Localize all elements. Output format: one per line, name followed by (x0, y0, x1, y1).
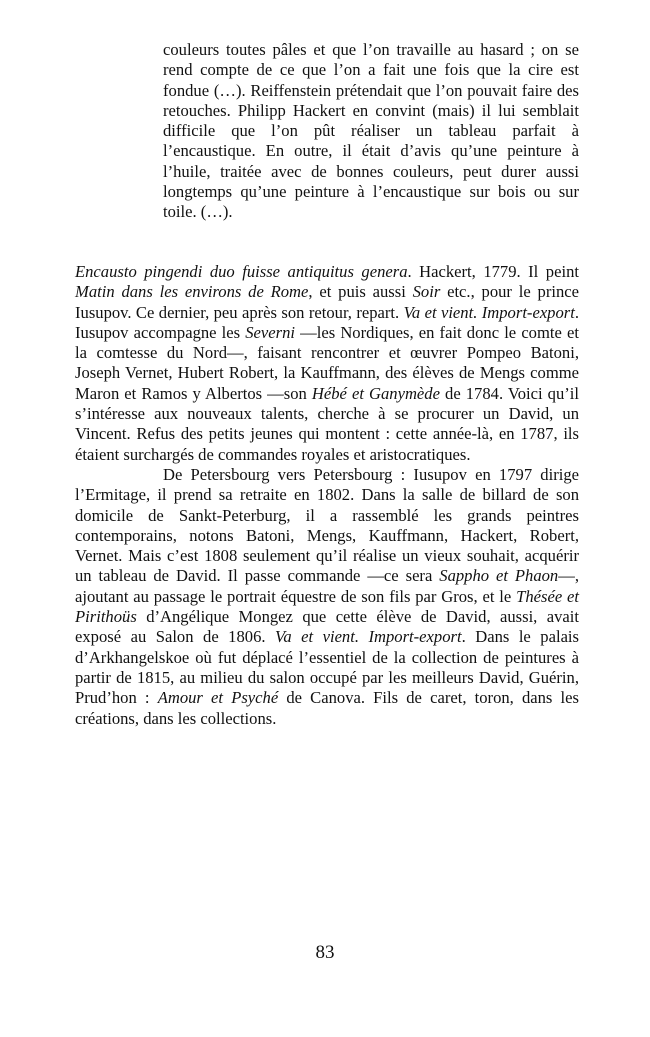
italic-title: Sappho et Phaon (439, 566, 559, 586)
text-run: —, ajoutant au passage le portrait équestre de son fils par Gros, et le (75, 566, 579, 606)
italic-title: Hébé et Ganymède (311, 383, 440, 403)
text-run: etc., pour le prince Iusupov. Ce dernier, peu après son retour, repart. (75, 282, 579, 322)
text-run: de 1784. Voici qu’il s’intéresse aux nouveaux talents, cherche à se procurer un David, un Vincent. Refus des petits jeunes qui montent : cette année-là, en 1787, ils étaient surchargés de commandes royales et aristocratiques. (75, 383, 579, 464)
block-quote (163, 40, 579, 223)
body-text (75, 262, 579, 729)
italic-title: Encausto pingendi duo fuisse antiquitus genera (75, 262, 408, 281)
text-run: —les Nordiques, en fait donc le comte et la comtesse du Nord—, faisant rencontrer et œuvrer Pompeo Batoni, Joseph Vernet, Hubert Robert, la Kauffmann, des élèves de Mengs comme Maron et Ramos y Albertos —son (75, 322, 579, 403)
italic-phrase: Va et vient. Import-export (275, 627, 462, 647)
text-run: . Dans le palais d’Arkhangelskoe où fut déplacé l’essentiel de la collection de peintures à partir de 1815, au milieu du salon occupé par les meilleurs David, Guérin, Prud’hon : (75, 627, 579, 708)
italic-phrase: Va et vient. Import-export (403, 302, 575, 322)
text-run: de Canova. Fils de caret, toron, dans les créations, dans les collections. (75, 688, 579, 728)
page-number: 83 (315, 942, 335, 963)
italic-title: Soir (412, 282, 441, 302)
text-run: De Petersbourg vers Petersbourg : Iusupov en 1797 dirige l’Ermitage, il prend sa retraite en 1802. Dans la salle de billard de son domicile de Sankt-Peterburg, il a rassemblé les grands peintres contemporains, notons Batoni, Mengs, Kauffmann, Hackert, Robert, Vernet. Mais c’est 1808 seulement qu’il réalise un vieux souhait, acquérir un tableau de David. Il passe commande —ce sera (75, 464, 579, 586)
text-run: . Iusupov accompagne les (75, 302, 579, 342)
text-run: , et puis aussi (308, 282, 413, 302)
paragraph-1 (75, 262, 579, 465)
text-run: d’Angélique Mongez que cette élève de David, aussi, avait exposé au Salon de 1806. (75, 607, 579, 647)
italic-title: Matin dans les environs de Rome (75, 282, 309, 302)
italic-title: Amour et Psyché (157, 688, 279, 708)
italic-word: Severni (245, 322, 296, 342)
italic-title: Thésée et Pirithoüs (75, 586, 579, 627)
quote-text: couleurs toutes pâles et que l’on travaille au hasard ; on se rend compte de ce que l’on a fait une fois que la cire est fondue (…). Reiffenstein prétendait que l’on pouvait faire des retouches. Philipp Hackert en convint (mais) il lui semblait difficile que l’on pût réaliser un tableau parfait à l’encaustique. En outre, il était d’avis qu’une peinture à l’huile, traitée avec de bonnes couleurs, peut durer aussi longtemps qu’une peinture à l’encaustique sur bois ou sur toile. (…). (163, 40, 579, 222)
text-run: . Hackert, 1779. Il peint (407, 262, 579, 281)
paragraph-2 (75, 465, 579, 729)
